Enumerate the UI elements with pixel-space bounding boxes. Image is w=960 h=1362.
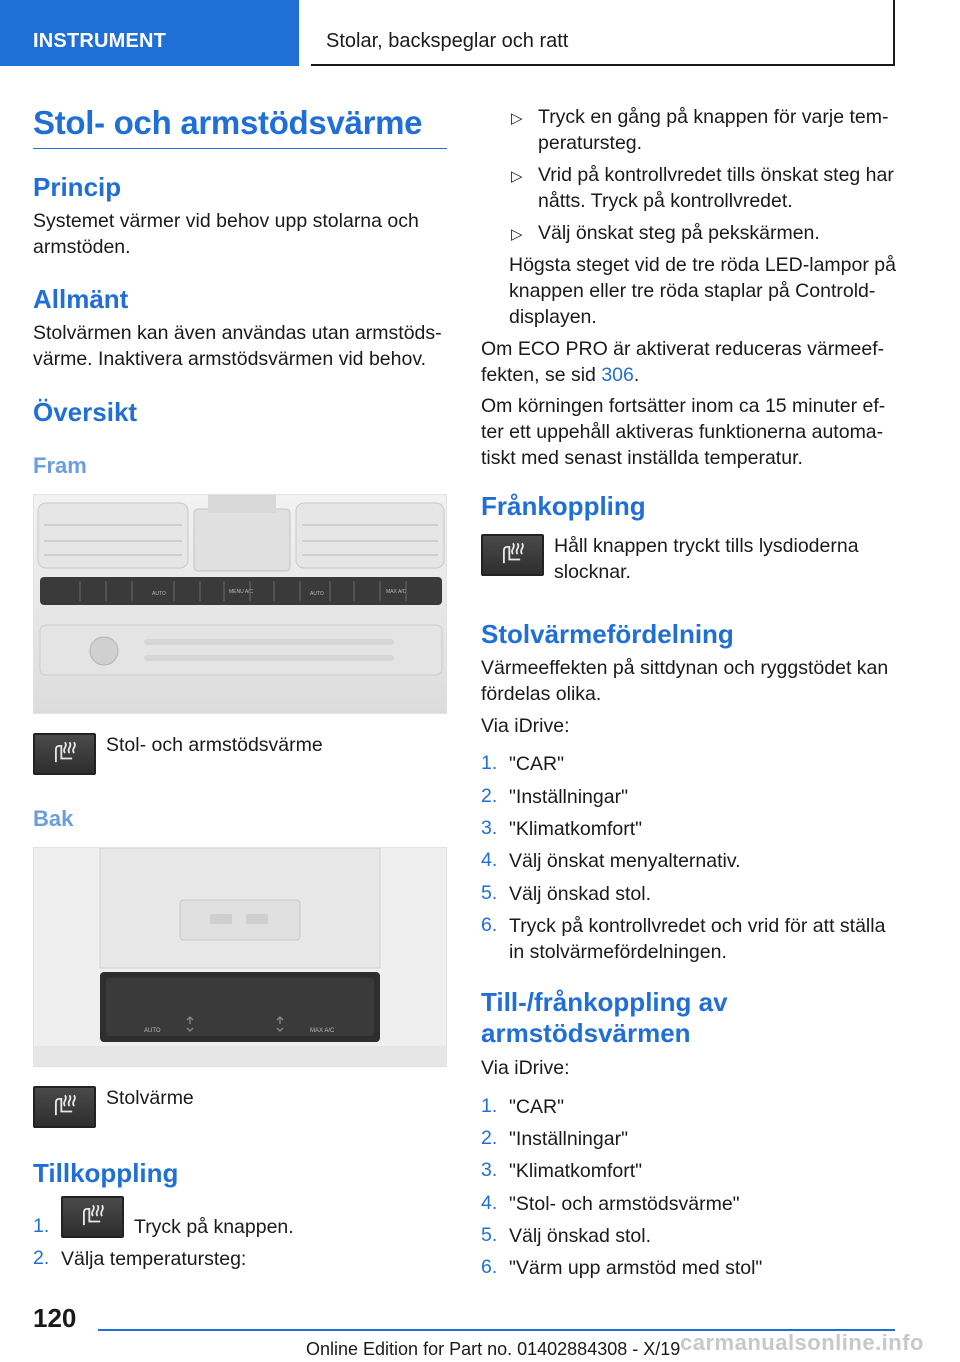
list2-num-6: 6. xyxy=(481,1256,498,1278)
tillkoppling-step-2-text: Välja temperatursteg: xyxy=(61,1248,247,1270)
front-panel-label-2: MENU A/C xyxy=(229,589,254,595)
page-306-link[interactable]: 306 xyxy=(601,364,634,386)
list2-item-2: "Inställningar" xyxy=(509,1128,628,1150)
list1-num-1: 1. xyxy=(481,752,498,774)
list1-item-5: Välj önskad stol. xyxy=(509,883,651,905)
tillkoppling-step-1-number: 1. xyxy=(33,1215,50,1237)
hogsta-line-3: displayen. xyxy=(509,306,597,328)
fram-caption: Stol- och armstödsvärme xyxy=(106,734,323,756)
footer-edition: Online Edition for Part no. 01402884308 - X/19 xyxy=(306,1339,681,1359)
princip-text-line-2: armstöden. xyxy=(33,236,131,258)
bullet-3-glyph: ▷ xyxy=(511,226,523,243)
frankoppling-heading: Frånkoppling xyxy=(481,491,646,521)
list2-num-4: 4. xyxy=(481,1192,498,1214)
rear-panel-label-2: MAX A/C xyxy=(310,1028,335,1034)
list1-item-2: "Inställningar" xyxy=(509,786,628,808)
fram-heading: Fram xyxy=(33,453,87,478)
princip-heading: Princip xyxy=(33,172,122,202)
via-idrive-2: Via iDrive: xyxy=(481,1057,570,1079)
list1-num-5: 5. xyxy=(481,882,498,904)
bak-heading: Bak xyxy=(33,806,74,831)
header-chapter-box xyxy=(311,0,895,66)
eco-line-2-text: fekten, se sid xyxy=(481,364,602,386)
via-idrive-1: Via iDrive: xyxy=(481,715,570,737)
fordelning-line-1: Värmeeffekten på sittdynan och ryggstödet kan xyxy=(481,657,889,679)
header-section-tab xyxy=(0,0,299,66)
rear-panel-label-1: AUTO xyxy=(144,1028,161,1034)
tillkoppling-heading: Tillkoppling xyxy=(33,1158,179,1188)
list1-num-3: 3. xyxy=(481,817,498,839)
fordelning-heading: Stolvärmefördelning xyxy=(481,619,734,649)
list2-item-1: "CAR" xyxy=(509,1096,565,1118)
list1-item-6-line-1: Tryck på kontrollvredet och vrid för att ställa xyxy=(509,915,886,937)
page-title: Stol- och armstödsvärme xyxy=(33,104,423,141)
rear-console-illustration xyxy=(34,848,447,1067)
list1-item-4: Välj önskat menyalternativ. xyxy=(509,850,741,872)
page-number: 120 xyxy=(33,1303,77,1333)
front-panel-label-1: AUTO xyxy=(152,591,166,597)
list1-num-2: 2. xyxy=(481,785,498,807)
bullet-1-glyph: ▷ xyxy=(511,110,523,127)
korning-line-2: ter ett uppehåll aktiveras funktionerna automa- xyxy=(481,421,884,443)
bullet-2-line-1: Vrid på kontrollvredet tills önskat steg har xyxy=(538,164,894,186)
bullet-2-line-2: nåtts. Tryck på kontrollvredet. xyxy=(538,190,793,212)
rear-console-photo xyxy=(33,847,447,1067)
princip-text-line-1: Systemet värmer vid behov upp stolarna och xyxy=(33,210,419,232)
bullet-2-glyph: ▷ xyxy=(511,168,523,185)
seat-heating-inline-icon xyxy=(61,1196,124,1238)
list2-item-3: "Klimatkomfort" xyxy=(509,1160,643,1182)
allmant-heading: Allmänt xyxy=(33,284,129,314)
list2-item-4: "Stol- och armstödsvärme" xyxy=(509,1193,740,1215)
bullet-3-line-1: Välj önskat steg på pekskärmen. xyxy=(538,222,820,244)
eco-line-2 xyxy=(481,362,639,388)
bullet-1-line-1: Tryck en gång på knappen för varje tem- xyxy=(538,106,889,128)
list1-item-1: "CAR" xyxy=(509,753,565,775)
bullet-1-line-2: peratursteg. xyxy=(538,132,643,154)
till-heading-line-1: Till-/frånkoppling av xyxy=(481,987,728,1017)
list1-num-4: 4. xyxy=(481,849,498,871)
list1-item-6-line-2: in stolvärmefördelningen. xyxy=(509,941,727,963)
list2-num-2: 2. xyxy=(481,1127,498,1149)
oversikt-heading: Översikt xyxy=(33,397,138,427)
tillkoppling-step-1-text: Tryck på knappen. xyxy=(134,1216,294,1238)
front-panel-label-3: AUTO xyxy=(310,591,324,597)
header-section-label: INSTRUMENT xyxy=(33,30,167,52)
frankoppling-line-2: slocknar. xyxy=(554,561,631,583)
list2-num-3: 3. xyxy=(481,1159,498,1181)
frankoppling-line-1: Håll knappen tryckt tills lysdioderna xyxy=(554,535,859,557)
list2-num-1: 1. xyxy=(481,1095,498,1117)
rear-seat-heating-button-icon xyxy=(33,1086,96,1128)
list2-item-5: Välj önskad stol. xyxy=(509,1225,651,1247)
list1-num-6: 6. xyxy=(481,914,498,936)
tillkoppling-step-2-number: 2. xyxy=(33,1247,50,1269)
seat-heating-off-icon xyxy=(481,534,544,576)
fordelning-line-2: fördelas olika. xyxy=(481,683,602,705)
list1-item-3: "Klimatkomfort" xyxy=(509,818,643,840)
front-console-photo xyxy=(33,494,447,714)
korning-line-3: tiskt med senast inställda temperatur. xyxy=(481,447,803,469)
korning-line-1: Om körningen fortsätter inom ca 15 minuter ef- xyxy=(481,395,886,417)
watermark: carmanualsonline.info xyxy=(680,1330,924,1355)
bak-caption: Stolvärme xyxy=(106,1087,194,1109)
seat-heating-button-icon xyxy=(33,733,96,775)
list2-item-6: "Värm upp armstöd med stol" xyxy=(509,1257,763,1279)
list2-num-5: 5. xyxy=(481,1224,498,1246)
eco-line-1: Om ECO PRO är aktiverat reduceras värmeef- xyxy=(481,338,885,360)
front-panel-label-4: MAX A/C xyxy=(386,589,407,595)
title-rule xyxy=(33,148,447,149)
header-chapter-label: Stolar, backspeglar och ratt xyxy=(326,30,569,52)
hogsta-line-1: Högsta steget vid de tre röda LED-lampor på xyxy=(509,254,896,276)
allmant-text-line-1: Stolvärmen kan även användas utan armstöds- xyxy=(33,322,442,344)
allmant-text-line-2: värme. Inaktivera armstödsvärmen vid behov. xyxy=(33,348,427,370)
eco-line-2-end: . xyxy=(633,364,640,386)
till-heading-line-2: armstödsvärmen xyxy=(481,1018,691,1048)
front-console-illustration xyxy=(34,495,447,714)
hogsta-line-2: knappen eller tre röda staplar på Controld- xyxy=(509,280,876,302)
